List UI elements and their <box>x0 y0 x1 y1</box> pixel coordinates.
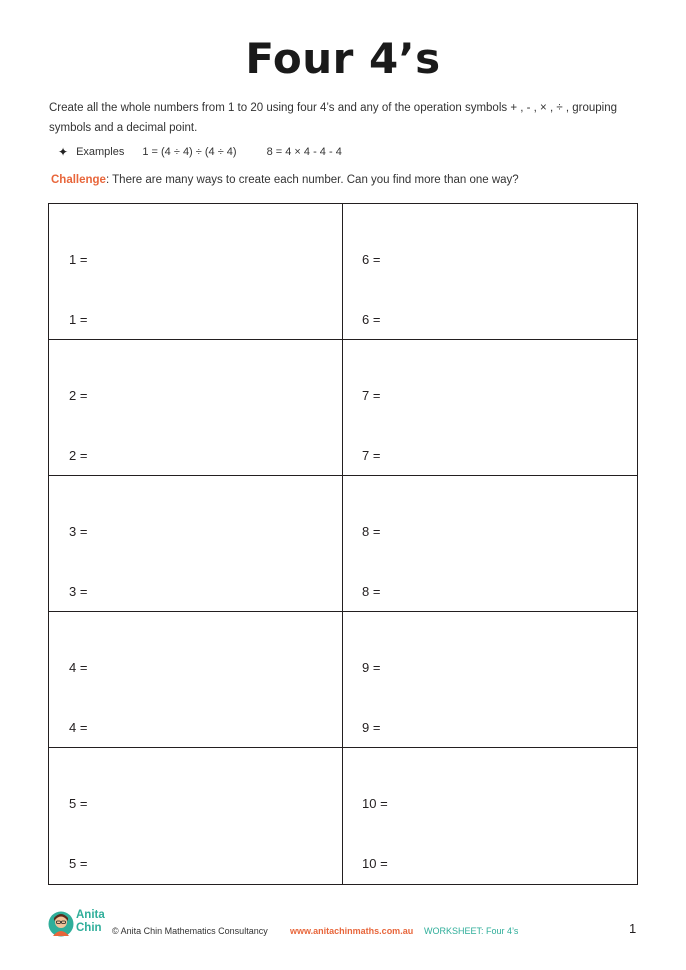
answer-line[interactable]: 5 = <box>69 856 88 871</box>
answer-line[interactable]: 9 = <box>362 660 381 675</box>
answer-line[interactable]: 2 = <box>69 448 88 463</box>
star-bullet-icon: ✦ <box>58 145 69 159</box>
answer-grid <box>48 203 638 885</box>
answer-line[interactable]: 10 = <box>362 796 388 811</box>
answer-line[interactable]: 6 = <box>362 312 381 327</box>
instructions: Create all the whole numbers from 1 to 20 using four 4’s and any of the operation symbols + , - , × , ÷ , grouping symbols and a decimal point. <box>49 102 617 134</box>
answer-line[interactable]: 3 = <box>69 524 88 539</box>
anita-chin-avatar-icon <box>48 911 74 937</box>
footer-brand <box>76 909 105 935</box>
brand-line-1: Anita <box>76 909 105 921</box>
challenge-text: : There are many ways to create each number. Can you find more than one way? <box>105 174 519 186</box>
footer-copyright: © Anita Chin Mathematics Consultancy <box>112 926 268 936</box>
answer-line[interactable]: 1 = <box>69 312 88 327</box>
grid-row <box>49 748 637 884</box>
grid-row <box>49 204 637 340</box>
answer-line[interactable]: 6 = <box>362 252 381 267</box>
answer-line[interactable]: 2 = <box>69 388 88 403</box>
example-1: 1 = (4 ÷ 4) ÷ (4 ÷ 4) <box>142 146 237 158</box>
brand-line-2: Chin <box>76 922 102 934</box>
page-number: 1 <box>629 921 637 936</box>
challenge-label: Challenge <box>51 174 106 186</box>
examples-line <box>58 145 342 159</box>
answer-line[interactable]: 1 = <box>69 252 88 267</box>
answer-line[interactable]: 9 = <box>362 720 381 735</box>
column-divider <box>342 748 343 884</box>
challenge-line <box>51 174 519 186</box>
column-divider <box>342 612 343 747</box>
page-title: Four 4’s <box>245 34 441 83</box>
footer-worksheet-label: WORKSHEET: Four 4’s <box>424 926 519 936</box>
answer-line[interactable]: 7 = <box>362 448 381 463</box>
answer-line[interactable]: 3 = <box>69 584 88 599</box>
answer-line[interactable]: 7 = <box>362 388 381 403</box>
column-divider <box>342 204 343 339</box>
answer-line[interactable]: 8 = <box>362 524 381 539</box>
column-divider <box>342 340 343 475</box>
column-divider <box>342 476 343 611</box>
grid-row <box>49 340 637 476</box>
answer-line[interactable]: 4 = <box>69 720 88 735</box>
grid-row <box>49 476 637 612</box>
footer-website-link[interactable]: www.anitachinmaths.com.au <box>290 926 414 936</box>
answer-line[interactable]: 4 = <box>69 660 88 675</box>
grid-row <box>49 612 637 748</box>
answer-line[interactable]: 10 = <box>362 856 388 871</box>
answer-line[interactable]: 8 = <box>362 584 381 599</box>
answer-line[interactable]: 5 = <box>69 796 88 811</box>
examples-label: Examples <box>76 146 125 158</box>
example-2: 8 = 4 × 4 - 4 - 4 <box>266 146 342 158</box>
